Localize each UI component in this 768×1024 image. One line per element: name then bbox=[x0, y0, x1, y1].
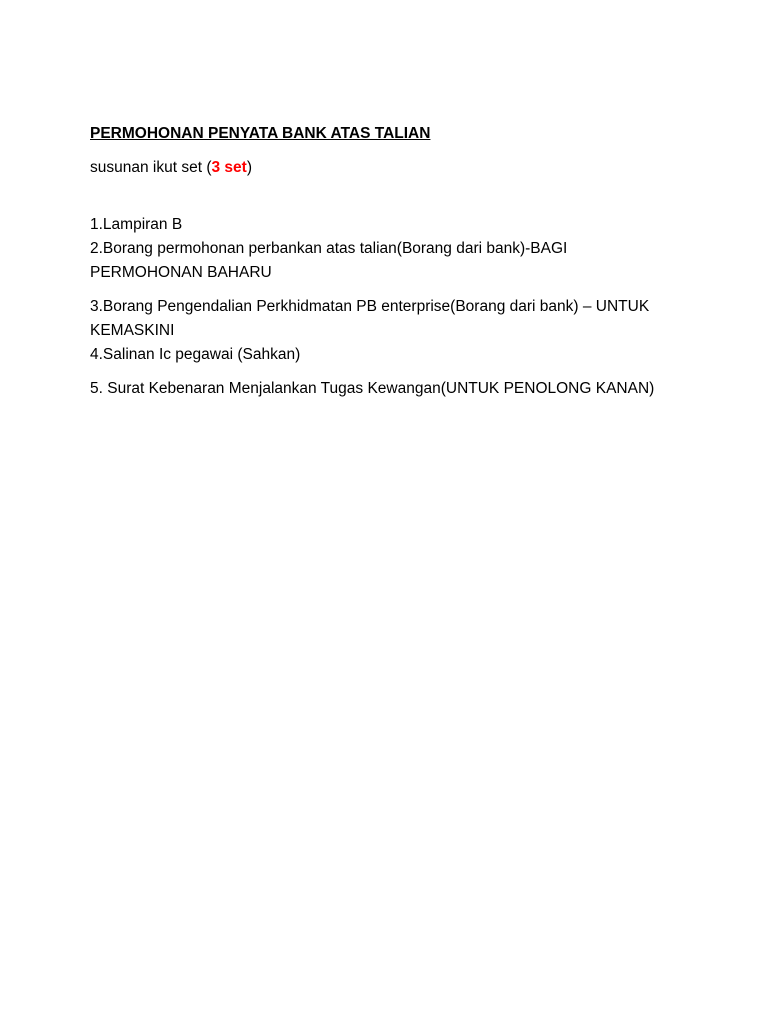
list-line: 2.Borang permohonan perbankan atas talian(Borang dari bank)-BAGI bbox=[90, 240, 568, 257]
list-line: KEMASKINI bbox=[90, 322, 175, 339]
list-line: 1.Lampiran B bbox=[90, 216, 183, 233]
list-line: 3.Borang Pengendalian Perkhidmatan PB enterprise(Borang dari bank) – UNTUK bbox=[90, 298, 650, 315]
subtitle-suffix: ) bbox=[246, 159, 252, 176]
list-line: 4.Salinan Ic pegawai (Sahkan) bbox=[90, 346, 301, 363]
document-subtitle bbox=[90, 156, 690, 180]
list-group-1 bbox=[90, 213, 690, 285]
list-group-3 bbox=[90, 377, 690, 401]
list-line: PERMOHONAN BAHARU bbox=[90, 264, 272, 281]
list-group-2 bbox=[90, 295, 690, 367]
subtitle-set-count: 3 set bbox=[211, 159, 247, 176]
list-line: 5. Surat Kebenaran Menjalankan Tugas Kewangan(UNTUK PENOLONG KANAN) bbox=[90, 380, 655, 397]
document-content bbox=[90, 122, 690, 411]
subtitle-prefix: susunan ikut set ( bbox=[90, 159, 212, 176]
document-title: PERMOHONAN PENYATA BANK ATAS TALIAN bbox=[90, 125, 431, 142]
